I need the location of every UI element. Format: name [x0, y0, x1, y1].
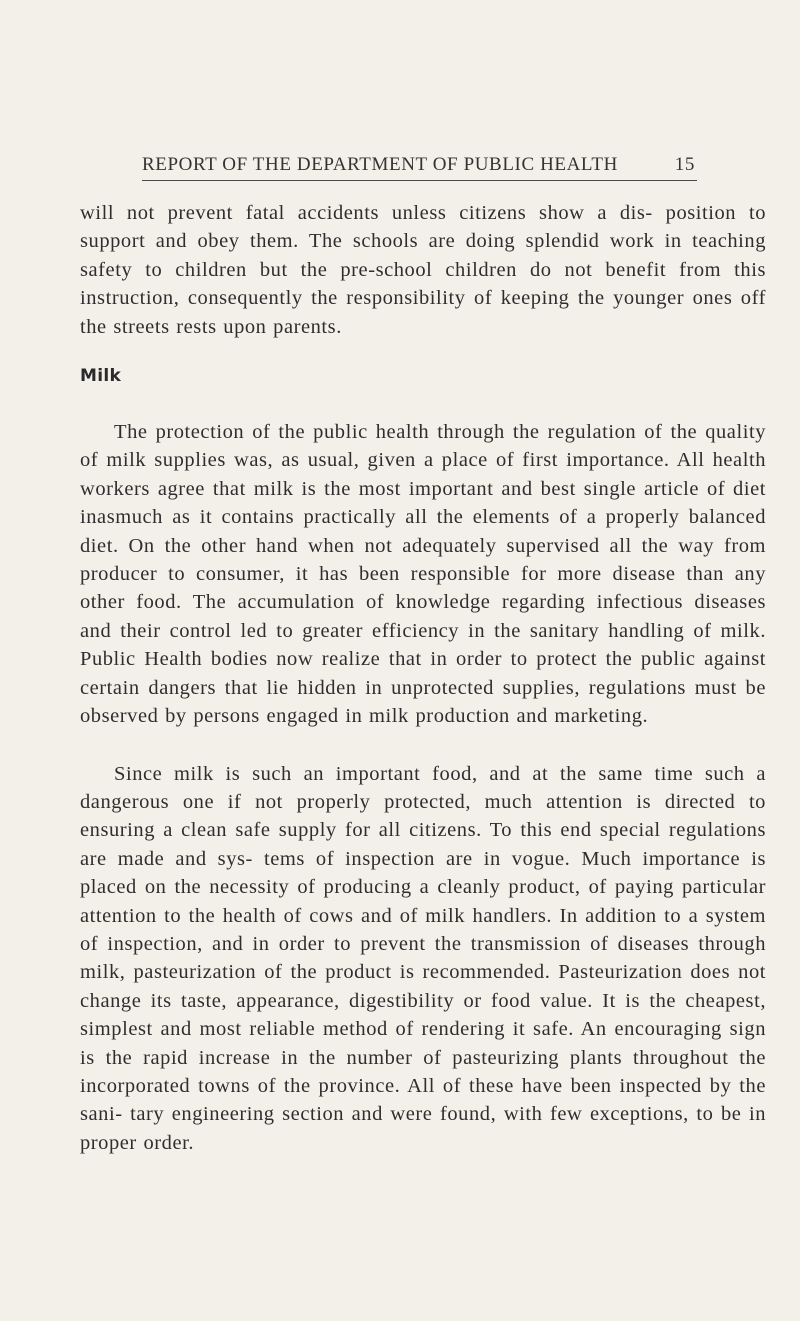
section-heading-milk: Milk [80, 366, 122, 387]
running-header [142, 150, 697, 181]
continuation-paragraph: will not prevent fatal accidents unless citizens show a dis- position to support and obey them. The schools are doing splendid work in teaching safety to children but the pre-school children do not benefit from this instruction, consequently the responsibility of keeping the younger ones off the streets rests upon parents. [80, 202, 766, 338]
milk-paragraph-1: The protection of the public health through the regulation of the quality of milk supplies was, as usual, given a place of first importance. All health workers agree that milk is the most important and best single article of diet inasmuch as it contains practically all the elements of a properly balanced diet. On the other hand when not adequately supervised all the way from producer to consumer, it has been responsible for more disease than any other food. The accumulation of knowledge regarding infectious diseases and their control led to greater efficiency in the sanitary handling of milk. Public Health bodies now realize that in order to protect the public against certain dangers that lie hidden in unprotected supplies, regulations must be observed by persons engaged in milk production and marketing. [80, 421, 766, 728]
page-number: 15 [674, 154, 695, 175]
milk-paragraph-2: Since milk is such an important food, and at the same time such a dangerous one if not properly protected, much attention is directed to ensuring a clean safe supply for all citizens. To this end special regulations are made and sys- tems of inspection are in vogue. Much importance is placed on the necessity of producing a cleanly product, of paying particular attention to the health of cows and of milk handlers. In addition to a system of inspection, and in order to prevent the transmission of diseases through milk, pasteurization of the product is recommended. Pasteurization does not change its taste, appearance, digestibility or food value. It is the cheapest, simplest and most reliable method of rendering it safe. An encouraging sign is the rapid increase in the number of pasteurizing plants throughout the incorporated towns of the province. All of these have been inspected by the sani- tary engineering section and were found, with few exceptions, to be in proper order. [80, 762, 766, 1154]
running-header-title: REPORT OF THE DEPARTMENT OF PUBLIC HEALTH [142, 154, 618, 175]
body-text [80, 199, 766, 1157]
